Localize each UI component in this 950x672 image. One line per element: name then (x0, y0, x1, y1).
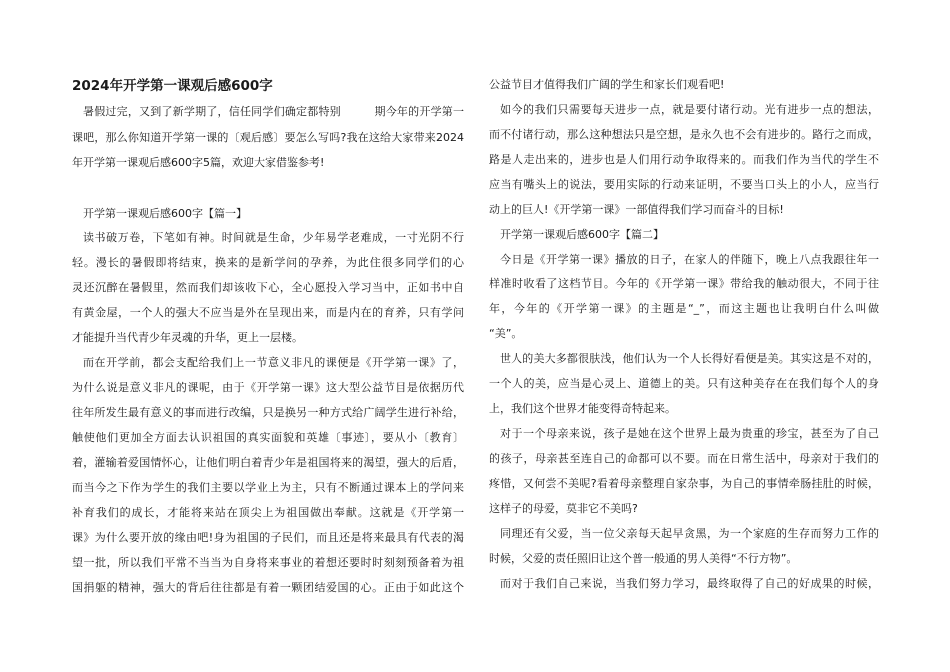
paragraph-line: 着，灌输着爱国情怀心，让他们明白着青少年是祖国将来的渴望，强大的后盾， (72, 456, 464, 469)
paragraph-line: 样准时收看了这档节目。今年的《开学第一课》带给我的触动很大，不同于往 (489, 277, 879, 290)
paragraph-line: 同理还有父爱，当一位父亲每天起早贪黑，为一个家庭的生存而努力工作的 (500, 527, 879, 540)
paragraph-line: 年开学第一课观后感600字5篇，欢迎大家借鉴参考! (72, 156, 325, 169)
paragraph-line: 世人的美大多都很肤浅，他们认为一个人长得好看便是美。其实这是不对的， (500, 352, 879, 365)
document-title: 2024年开学第一课观后感600字 (72, 78, 273, 94)
paragraph-line: 如今的我们只需要每天进步一点，就是要付诸行动。光有进步一点的想法， (500, 103, 879, 116)
paragraph-line: 应当有嘴头上的说法，要用实际的行动来证明，不要当口头上的小人，应当行 (489, 178, 879, 191)
section-heading: 开学第一课观后感600字【篇二】 (500, 228, 664, 241)
paragraph-line: 灵还沉醉在暑假里，然而我们却该收下心，全心愿投入学习当中，正如书中自 (72, 281, 464, 294)
paragraph-line: “美”。 (489, 327, 523, 340)
paragraph-line: 为什么说是意义非凡的课呢，由于《开学第一课》这大型公益节目是依据历代 (72, 381, 464, 394)
paragraph-line: 轻。漫长的暑假即将结束，换来的是新学问的孕养，为此住很多同学们的心 (72, 256, 464, 269)
paragraph-line: 动上的巨人!《开学第一课》一部值得我们学习而奋斗的目标! (489, 203, 784, 216)
paragraph-line: 一个人的美，应当是心灵上、道德上的美。只有这种美存在在我们每个人的身 (489, 377, 879, 390)
paragraph-line: 公益节目才值得我们广阔的学生和家长们观看吧! (489, 78, 725, 91)
paragraph-line: 课》为什么要开放的缘由吧!身为祖国的子民们，而且还是将来最具有代表的渴 (72, 531, 464, 544)
paragraph-line: 这样子的母爱，莫非它不美吗? (489, 502, 638, 515)
paragraph-line: 而对于我们自己来说，当我们努力学习，最终取得了自己的好成果的时候， (500, 577, 879, 590)
paragraph-line: 对于一个母亲来说，孩子是她在这个世界上最为贵重的珍宝，甚至为了自己 (500, 427, 879, 440)
paragraph-line: 上，我们这个世界才能变得奇特起来。 (489, 402, 676, 415)
paragraph-line: 暑假过完，又到了新学期了，信任同学们确定都特别 期今年的开学第一 (83, 105, 464, 118)
section-heading: 开学第一课观后感600字【篇一】 (83, 207, 247, 220)
paragraph-line: 望一批，所以我们平常不当当为自身将来事业的着想还要时时刻刻预备着为祖 (72, 556, 464, 569)
paragraph-line: 时候，父爱的责任照旧让这个普一般通的男人美得“不行方物”。 (489, 552, 798, 565)
paragraph-line: 才能提升当代青少年灵魂的升华，更上一层楼。 (72, 331, 303, 344)
paragraph-line: 国捐躯的精神，强大的背后往往都是有着一颗团结爱国的心。正由于如此这个 (72, 581, 464, 594)
paragraph-line: 触使他们更加全方面去认识祖国的真实面貌和英雄〔事迹〕，要从小〔教育〕 (72, 431, 464, 444)
paragraph-line: 而在开学前，都会支配给我们上一节意义非凡的课便是《开学第一课》了， (83, 356, 464, 369)
paragraph-line: 而不付诸行动，那么这种想法只是空想，是永久也不会有进步的。路行之而成， (489, 128, 879, 141)
paragraph-line: 课吧，那么你知道开学第一课的〔观后感〕要怎么写吗?我在这给大家带来2024 (72, 131, 464, 144)
paragraph-line: 今日是《开学第一课》播放的日子，在家人的伴随下，晚上八点我跟往年一 (500, 253, 879, 266)
paragraph-line: 往年所发生最有意义的事而进行改编，只是换另一种方式给广阔学生进行补给， (72, 406, 464, 419)
paragraph-line: 补育我们的成长，才能将来站在顶尖上为祖国做出奉献。这就是《开学第一 (72, 506, 464, 519)
paragraph-line: 而当今之下作为学生的我们主要以学业上为主，只有不断通过课本上的学问来 (72, 481, 464, 494)
paragraph-line: 疼惜，又何尝不美呢?看着母亲整理自家杂事，为自己的事情牵肠挂肚的时候， (489, 477, 879, 490)
paragraph-line: 年，今年的《开学第一课》的主题是“_”，而这主题也让我明白什么叫做 (489, 302, 879, 315)
paragraph-line: 的孩子，母亲甚至连自己的命都可以不要。而在日常生活中，母亲对于我们的 (489, 452, 879, 465)
paragraph-line: 读书破万卷，下笔如有神。时间就是生命，少年易学老难成，一寸光阴不行 (83, 231, 464, 244)
paragraph-line: 路是人走出来的，进步也是人们用行动争取得来的。而我们作为当代的学生不 (489, 153, 879, 166)
paragraph-line: 有黄金屋，一个人的强大不应当是外在呈现出来，而是内在的育养，只有学问 (72, 306, 464, 319)
